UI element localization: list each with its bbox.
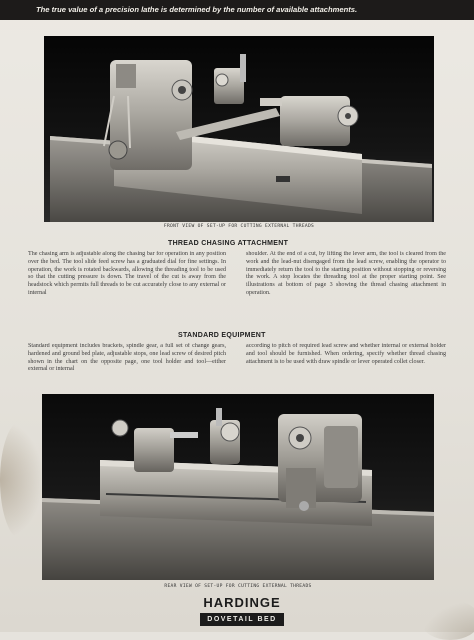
front-view-caption: FRONT VIEW OF SET-UP FOR CUTTING EXTERNAL THREADS: [163, 224, 315, 229]
top-banner: The true value of a precision lathe is determined by the number of available attachments.: [0, 0, 474, 20]
front-view-photo: [44, 36, 434, 222]
thread-chasing-text-right: shoulder. At the end of a cut, by lifting the lever arm, the tool is cleared from the work and the lead-nut disengaged from the lead screw, enabling the operator to immediately return the tool to the starting position without stopping or reversing the work. A stop locates the threading tool at the proper starting point. See illustrations at bottom of page 3 showing the thread chasing attachment in operation.: [246, 251, 446, 296]
standard-equipment-text-right: according to pitch of required lead screw and whether internal or external holder and tool should be furnished. When ordering, specify whether thread chasing attachment is to be used with draw spindle or lever operated collet closer.: [246, 343, 446, 365]
logo-name: HARDINGE: [203, 595, 281, 610]
thread-chasing-text-left: The chasing arm is adjustable along the chasing bar for operation in any position over the bed. The tool slide feed screw has a graduated dial for fine settings. In operation, the work is rotated backwards, allowing the threading tool to be used so that the cutting pressure is down. The travel of the cut is away from the headstock which permits full threads to be cut accurately close to any external or internal: [28, 251, 226, 296]
standard-equipment-text-left: Standard equipment includes brackets, spindle gear, a full set of change gears, hardened and ground bed plate, adjustable stops, one lead screw of desired pitch shown in the chart on the opposite page, one tool holder and tool—either external or internal: [28, 343, 226, 373]
logo-tagline: DOVETAIL BED: [200, 613, 284, 626]
paper-stain: [0, 420, 44, 540]
rear-view-caption: REAR VIEW OF SET-UP FOR CUTTING EXTERNAL THREADS: [164, 584, 312, 589]
paper-stain: [420, 600, 474, 640]
hardinge-logo: [196, 594, 288, 628]
rear-view-photo: [42, 394, 434, 580]
thread-chasing-heading: THREAD CHASING ATTACHMENT: [168, 240, 289, 247]
standard-equipment-heading: STANDARD EQUIPMENT: [178, 332, 266, 339]
